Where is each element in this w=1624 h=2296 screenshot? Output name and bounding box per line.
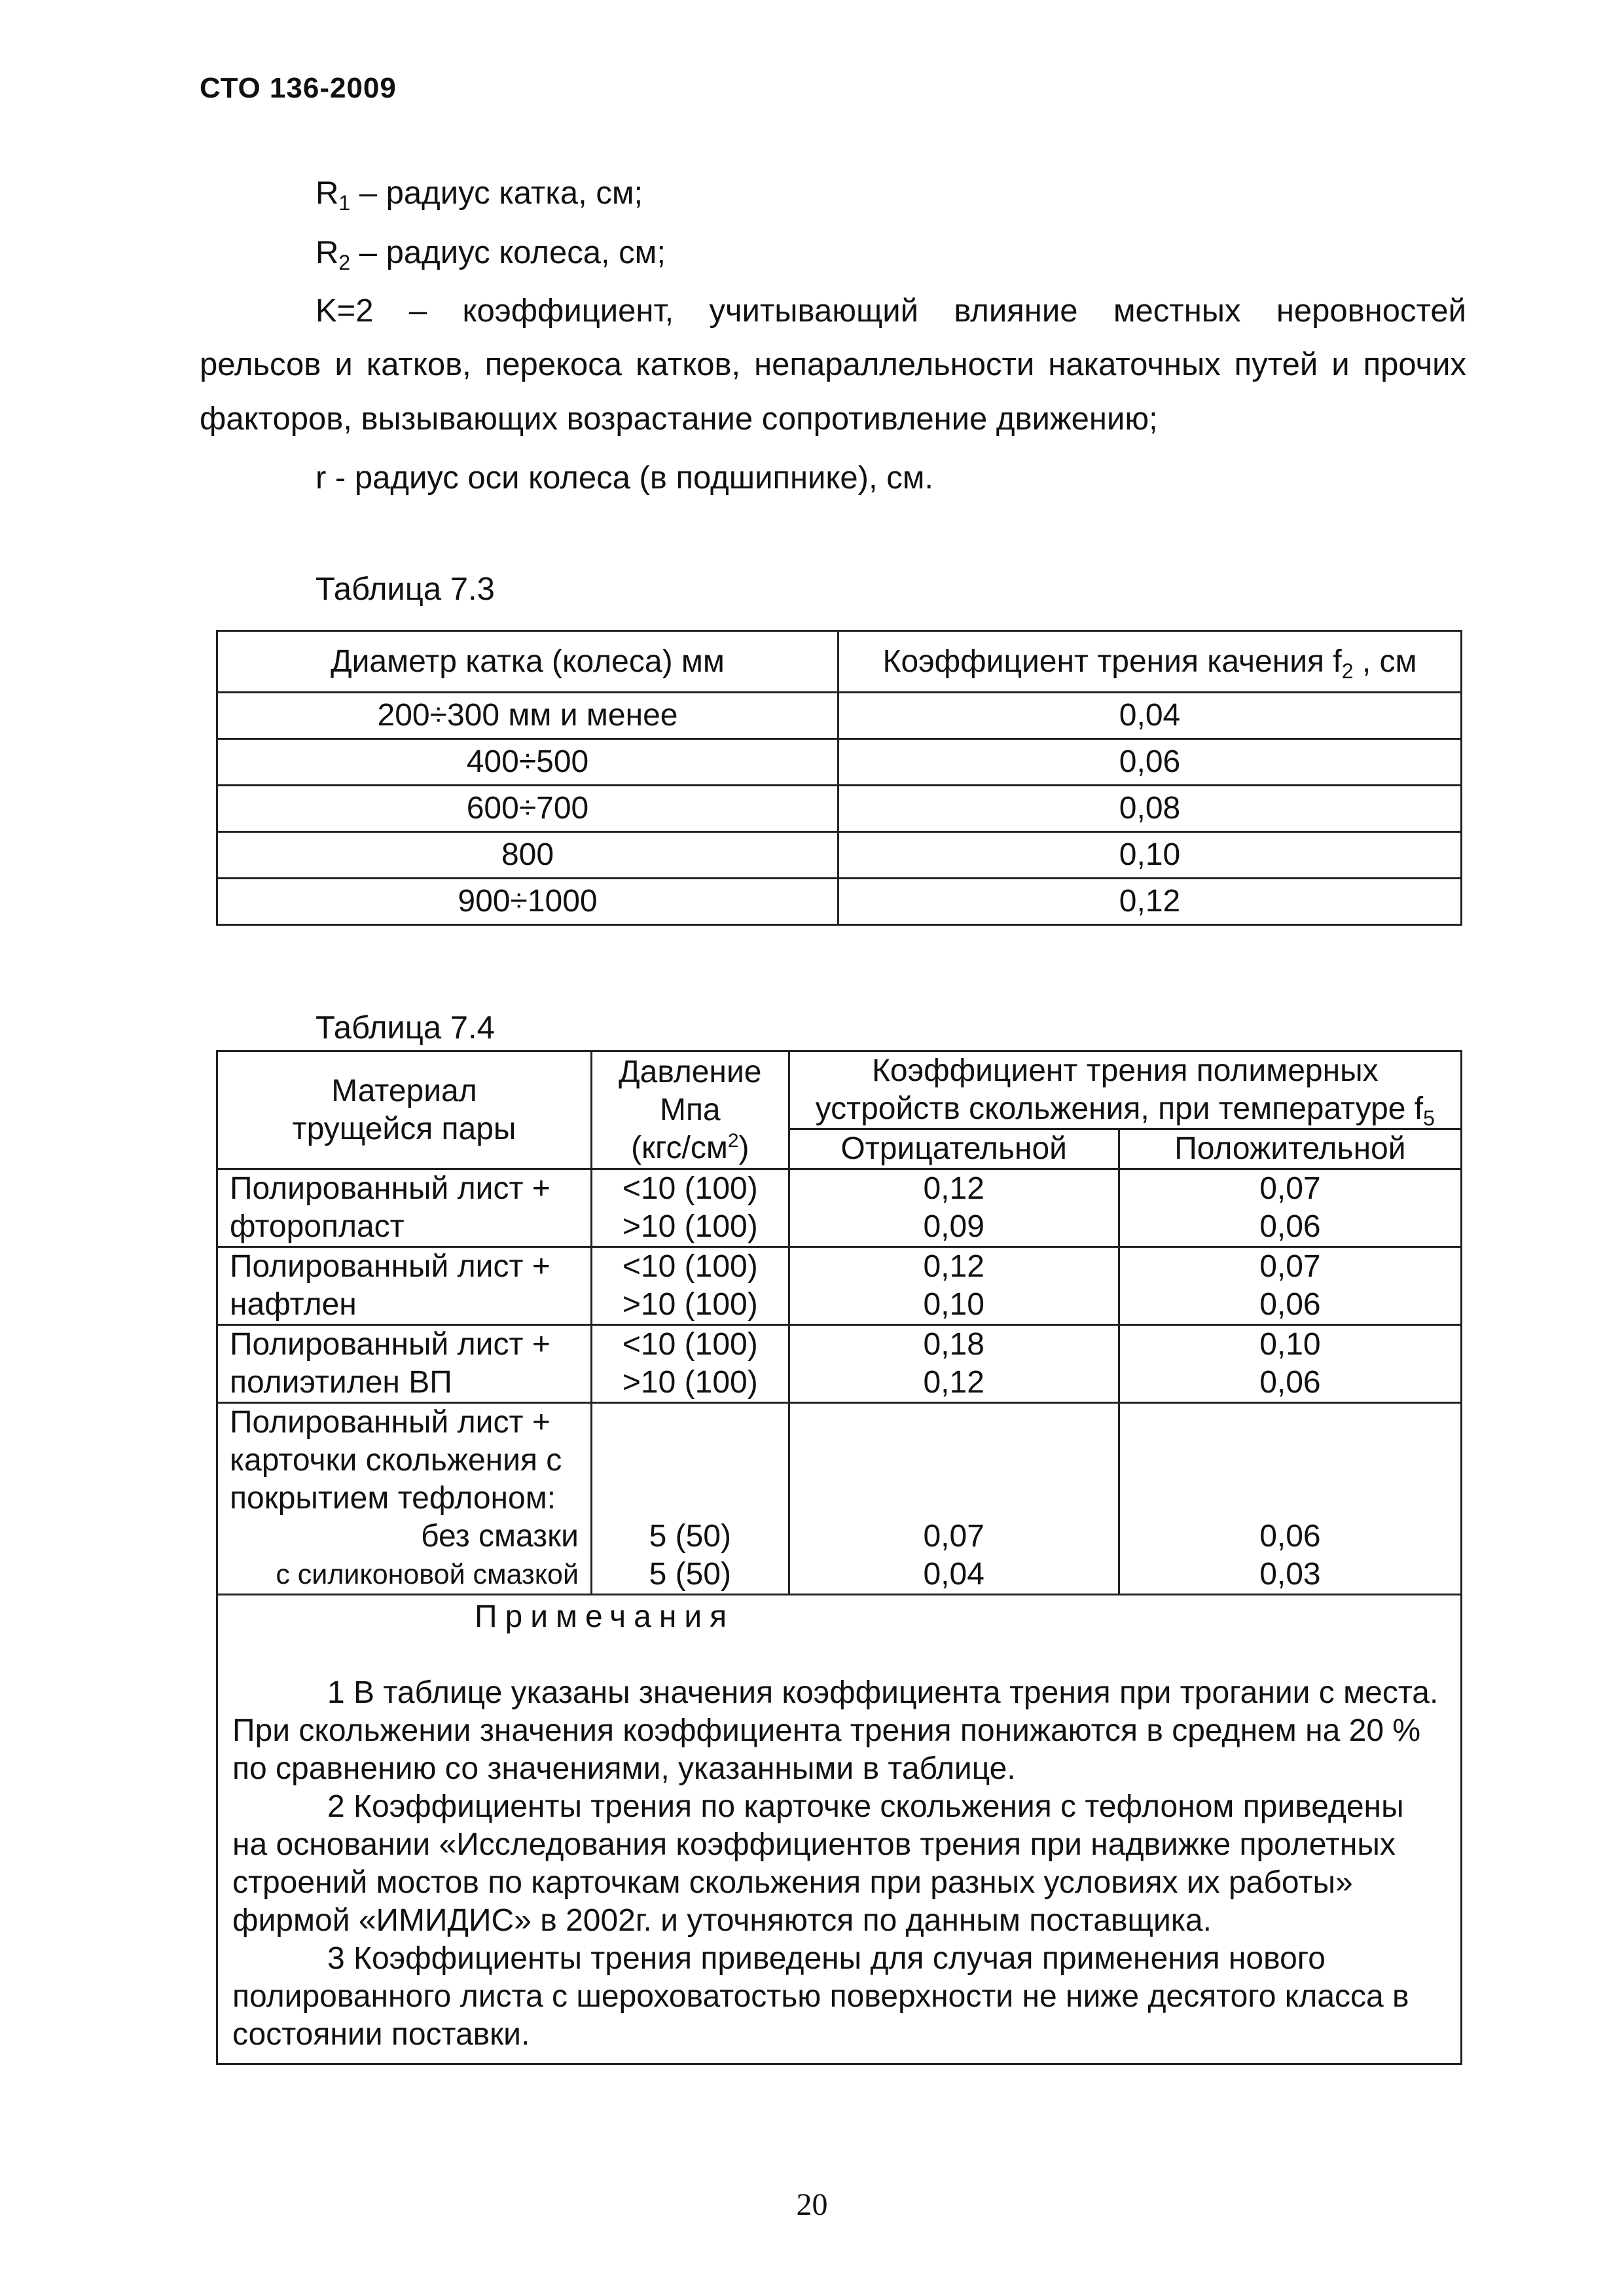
cell-material: Полированный лист + полиэтилен ВП: [217, 1325, 592, 1403]
table-row: [217, 786, 1462, 832]
cell-pressure: <10 (100) >10 (100): [592, 1325, 789, 1403]
cell-diameter: 800: [217, 832, 839, 879]
cell-material: Полированный лист + карточки скольжения с покрытием тефлоном: без смазки с силиконовой смазкой: [217, 1403, 592, 1595]
cell-negative: 0,07 0,04: [789, 1403, 1119, 1595]
table-row: [217, 1169, 1462, 1247]
cell-material: Полированный лист + фторопласт: [217, 1169, 592, 1247]
cell-negative: 0,18 0,12: [789, 1325, 1119, 1403]
cell-pressure: <10 (100) >10 (100): [592, 1247, 789, 1325]
cell-negative: 0,12 0,09: [789, 1169, 1119, 1247]
cell-coef: 0,08: [839, 786, 1462, 832]
column-header-positive: Положительной: [1119, 1129, 1461, 1169]
cell-positive: 0,10 0,06: [1119, 1325, 1461, 1403]
definition-k-line2: рельсов и катков, перекоса катков, непараллельности накаточных путей и прочих: [200, 347, 1466, 382]
table-row: [217, 1325, 1462, 1403]
notes-title: Примечания: [475, 1599, 735, 1634]
definition-r: r - радиус оси колеса (в подшипнике), см.: [316, 460, 933, 496]
cell-material: Полированный лист + нафтлен: [217, 1247, 592, 1325]
cell-diameter: 200÷300 мм и менее: [217, 693, 839, 739]
cell-negative: 0,12 0,10: [789, 1247, 1119, 1325]
table-row: [217, 739, 1462, 786]
cell-positive: 0,07 0,06: [1119, 1169, 1461, 1247]
cell-pressure: <10 (100) >10 (100): [592, 1169, 789, 1247]
cell-positive: 0,06 0,03: [1119, 1403, 1461, 1595]
cell-diameter: 400÷500: [217, 739, 839, 786]
note-1: 1 В таблице указаны значения коэффициента трения при трогании с места. При скольжении значения коэффициента трения понижаются в среднем на 20 % по сравнению со значениями, указанными в таблице.: [232, 1675, 1439, 1786]
cell-coef: 0,10: [839, 832, 1462, 879]
column-header-material: Материал трущейся пары: [217, 1051, 592, 1169]
column-header-friction-coef: Коэффициент трения полимерных устройств скольжения, при температуре $f_5$: [789, 1051, 1461, 1129]
column-header-pressure: Давление Мпа $(кгс/см^2)$: [592, 1051, 789, 1169]
note-2: 2 Коэффициенты трения по карточке скольжения с тефлоном приведены на основании «Исследования коэффициентов трения при надвижке пролетных строений мостов по карточкам скольжения при разных условиях их работы» фирмой «ИМИДИС» в 2002г. и уточняются по данным поставщика.: [232, 1789, 1404, 1938]
cell-pressure: 5 (50) 5 (50): [592, 1403, 789, 1595]
notes: [217, 1595, 1462, 2064]
cell-diameter: 900÷1000: [217, 879, 839, 925]
table-7-4-caption: Таблица 7.4: [316, 1010, 495, 1046]
column-header-rolling-coef: Коэффициент трения качения $f_2$ , см: [839, 631, 1462, 693]
column-header-negative: Отрицательной: [789, 1129, 1119, 1169]
cell-positive: 0,07 0,06: [1119, 1247, 1461, 1325]
notes-row: [217, 1595, 1462, 2064]
document-code: СТО 136-2009: [200, 72, 397, 104]
definition-r1: $R_1$ – радиус катка, см;: [316, 175, 643, 215]
cell-coef: 0,06: [839, 739, 1462, 786]
column-header-diameter: Диаметр катка (колеса) мм: [217, 631, 839, 693]
table-7-3: [216, 630, 1462, 926]
table-row: [217, 1403, 1462, 1595]
table-row: [217, 693, 1462, 739]
cell-coef: 0,12: [839, 879, 1462, 925]
note-3: 3 Коэффициенты трения приведены для случая применения нового полированного листа с шероховатостью поверхности не ниже десятого класса в состоянии поставки.: [232, 1941, 1409, 2052]
cell-diameter: 600÷700: [217, 786, 839, 832]
table-row: [217, 832, 1462, 879]
table-row: [217, 1247, 1462, 1325]
table-7-4: [216, 1050, 1462, 2065]
definition-k-line3: факторов, вызывающих возрастание сопротивление движению;: [200, 401, 1158, 437]
table-7-3-caption: Таблица 7.3: [316, 572, 495, 607]
definition-r2: $R_2$ – радиус колеса, см;: [316, 235, 666, 274]
page-number: 20: [796, 2187, 828, 2222]
definition-k-line1: K=2 – коэффициент, учитывающий влияние местных неровностей: [316, 293, 1466, 329]
table-row: [217, 879, 1462, 925]
cell-coef: 0,04: [839, 693, 1462, 739]
